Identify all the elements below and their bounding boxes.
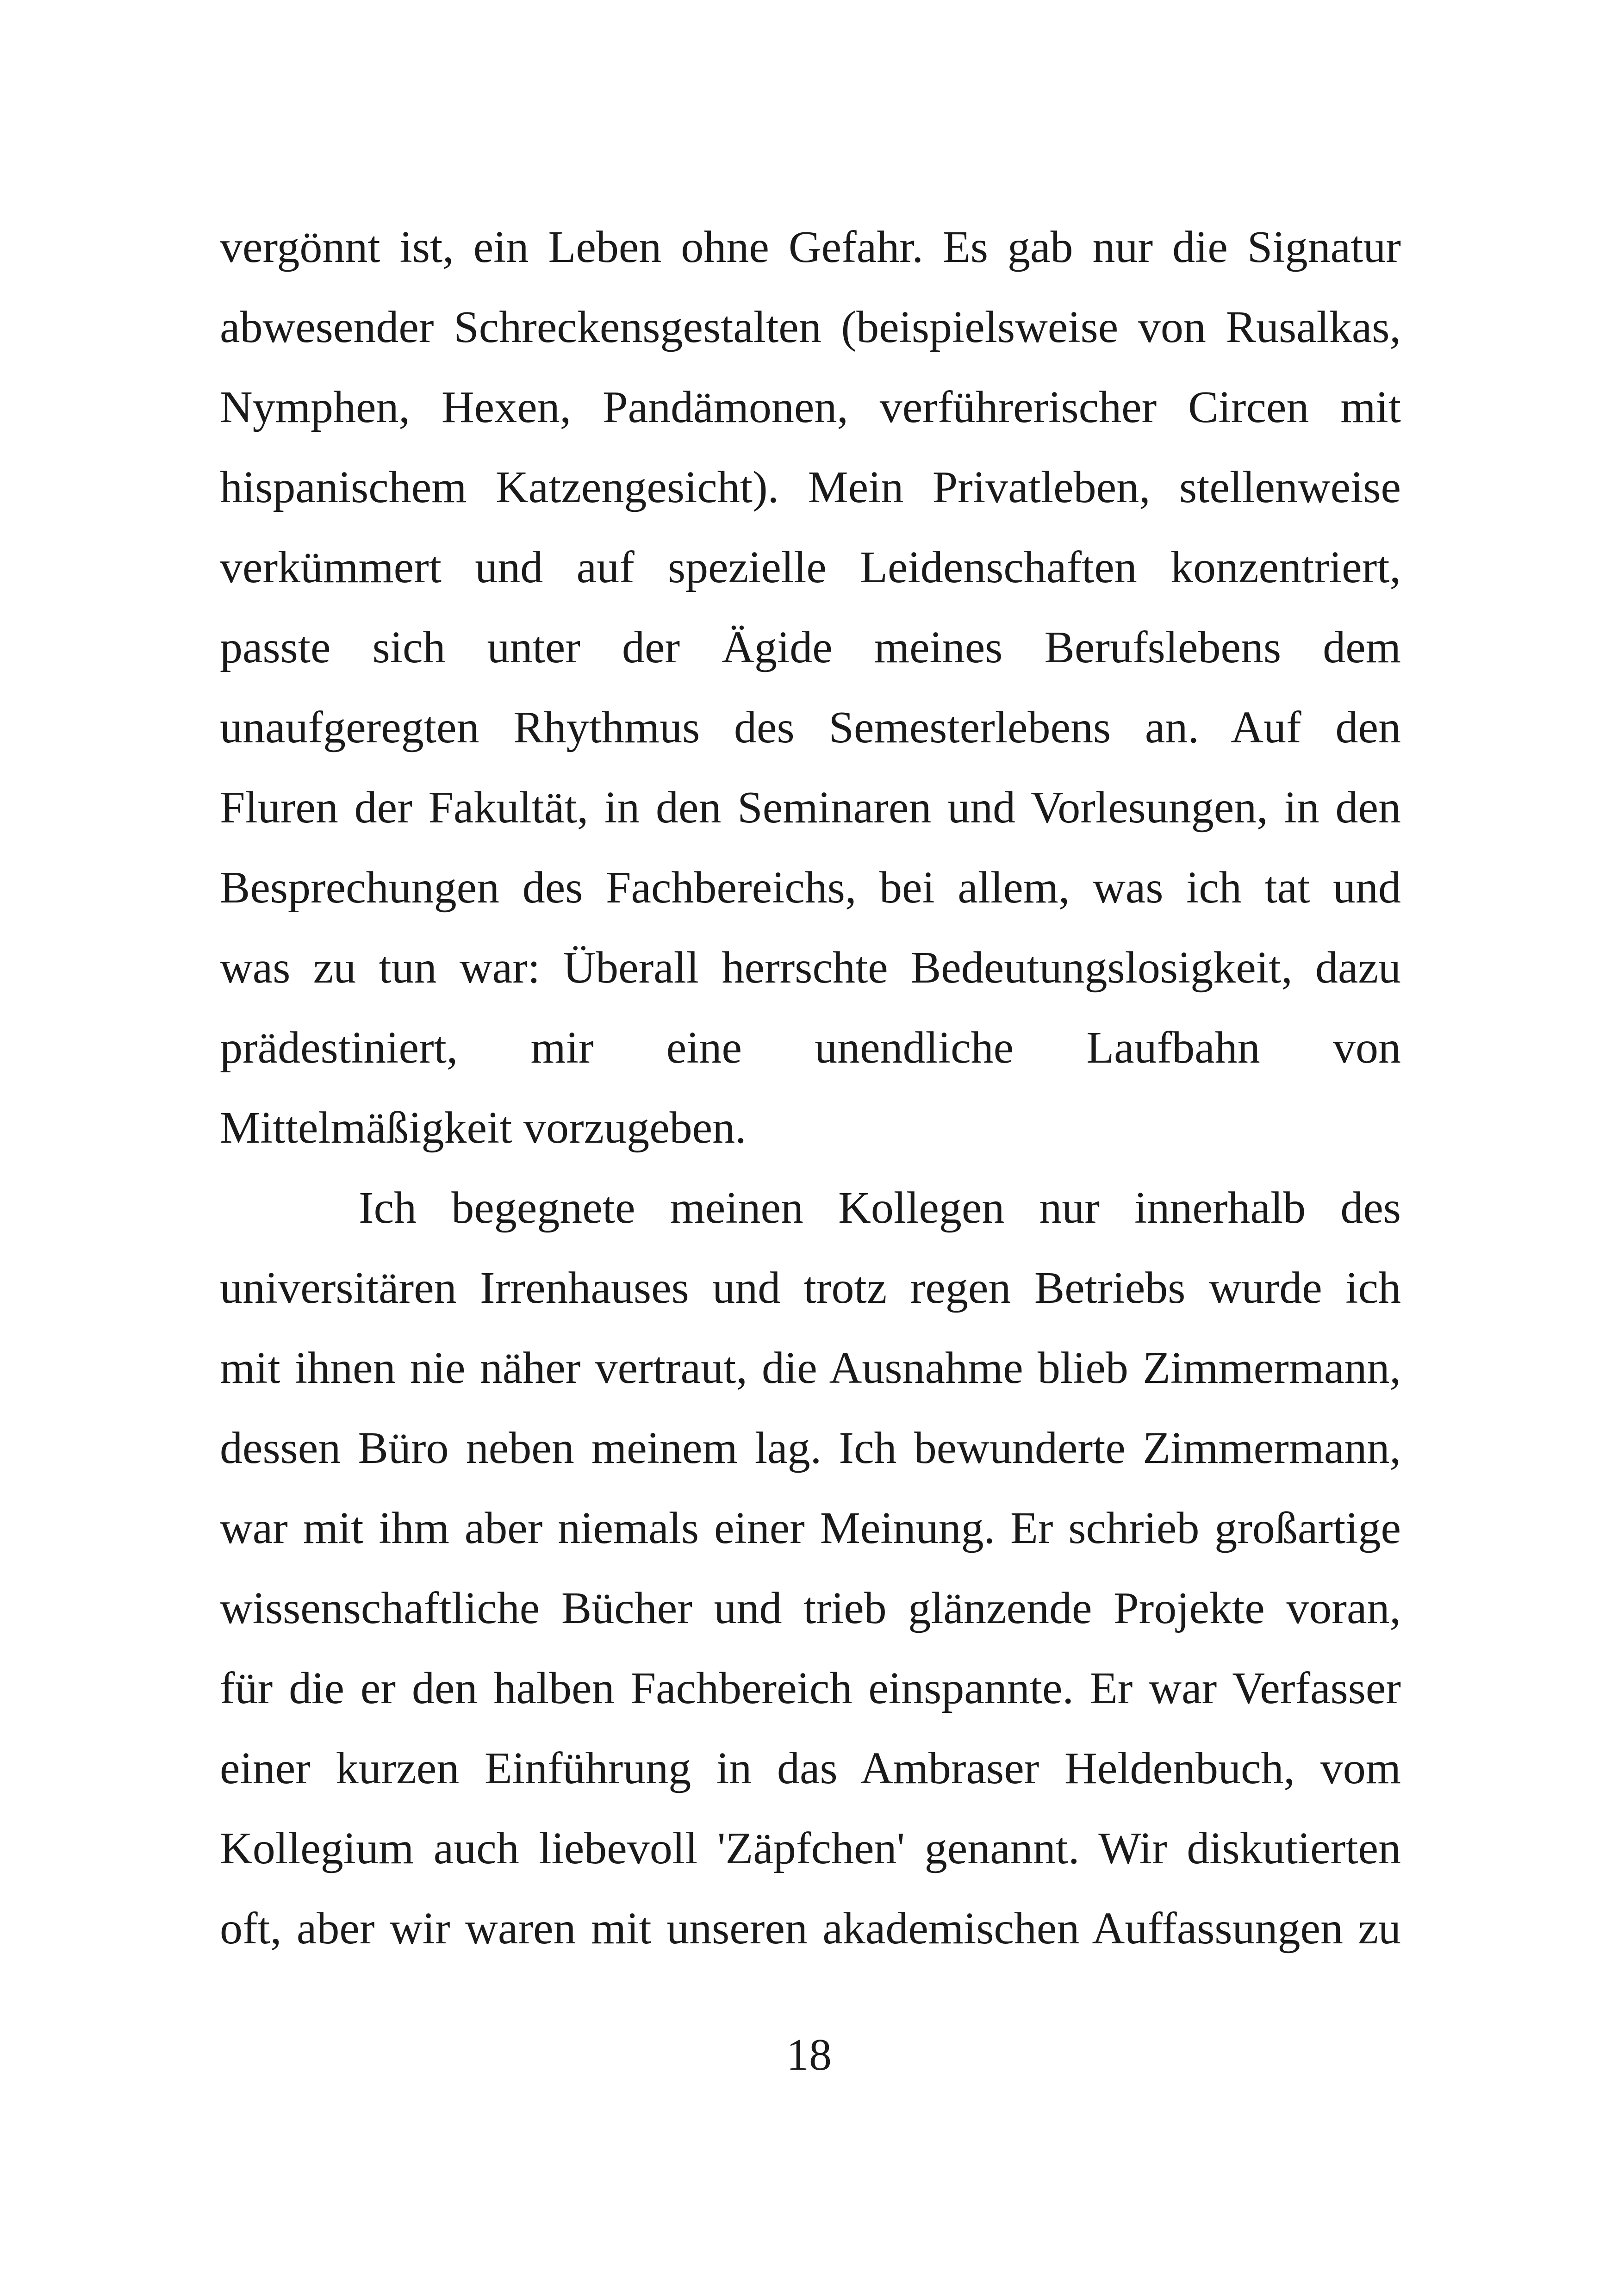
text-line: abwesender Schreckensgestalten (beispielsweise von Rusalkas, [220,302,1401,352]
text-line: Besprechungen des Fachbereichs, bei allem, was ich tat und [220,863,1401,913]
text-line: dessen Büro neben meinem lag. Ich bewunderte Zimmermann, [220,1423,1401,1473]
page-number: 18 [786,2030,832,2080]
text-line: vergönnt ist, ein Leben ohne Gefahr. Es gab nur die Signatur [220,222,1401,272]
body-text [220,207,1401,1969]
text-line: passte sich unter der Ägide meines Berufslebens dem [220,622,1401,672]
text-line: Fluren der Fakultät, in den Seminaren und Vorlesungen, in den [220,783,1401,833]
text-line: wissenschaftliche Bücher und trieb glänzende Projekte voran, [220,1583,1401,1633]
text-line: für die er den halben Fachbereich einspannte. Er war Verfasser [220,1663,1401,1713]
text-line: Ich begegnete meinen Kollegen nur innerhalb des [359,1183,1401,1233]
text-line: mit ihnen nie näher vertraut, die Ausnahme blieb Zimmermann, [220,1343,1401,1393]
text-line: oft, aber wir waren mit unseren akademischen Auffassungen zu [220,1904,1401,1954]
text-line: was zu tun war: Überall herrschte Bedeutungslosigkeit, dazu [220,943,1401,993]
text-line: hispanischem Katzengesicht). Mein Privatleben, stellenweise [220,462,1401,512]
text-line: Mittelmäßigkeit vorzugeben. [220,1103,747,1153]
text-line: Kollegium auch liebevoll 'Zäpfchen' genannt. Wir diskutierten [220,1823,1401,1873]
text-line: Nymphen, Hexen, Pandämonen, verführerischer Circen mit [220,382,1401,432]
text-line: war mit ihm aber niemals einer Meinung. Er schrieb großartige [220,1503,1401,1553]
text-line: verkümmert und auf spezielle Leidenschaften konzentriert, [220,542,1401,592]
text-line: unaufgeregten Rhythmus des Semesterlebens an. Auf den [220,703,1401,753]
text-line: einer kurzen Einführung in das Ambraser Heldenbuch, vom [220,1743,1401,1793]
text-line: universitären Irrenhauses und trotz regen Betriebs wurde ich [220,1263,1401,1313]
text-line: prädestiniert, mir eine unendliche Laufbahn von [220,1023,1401,1073]
